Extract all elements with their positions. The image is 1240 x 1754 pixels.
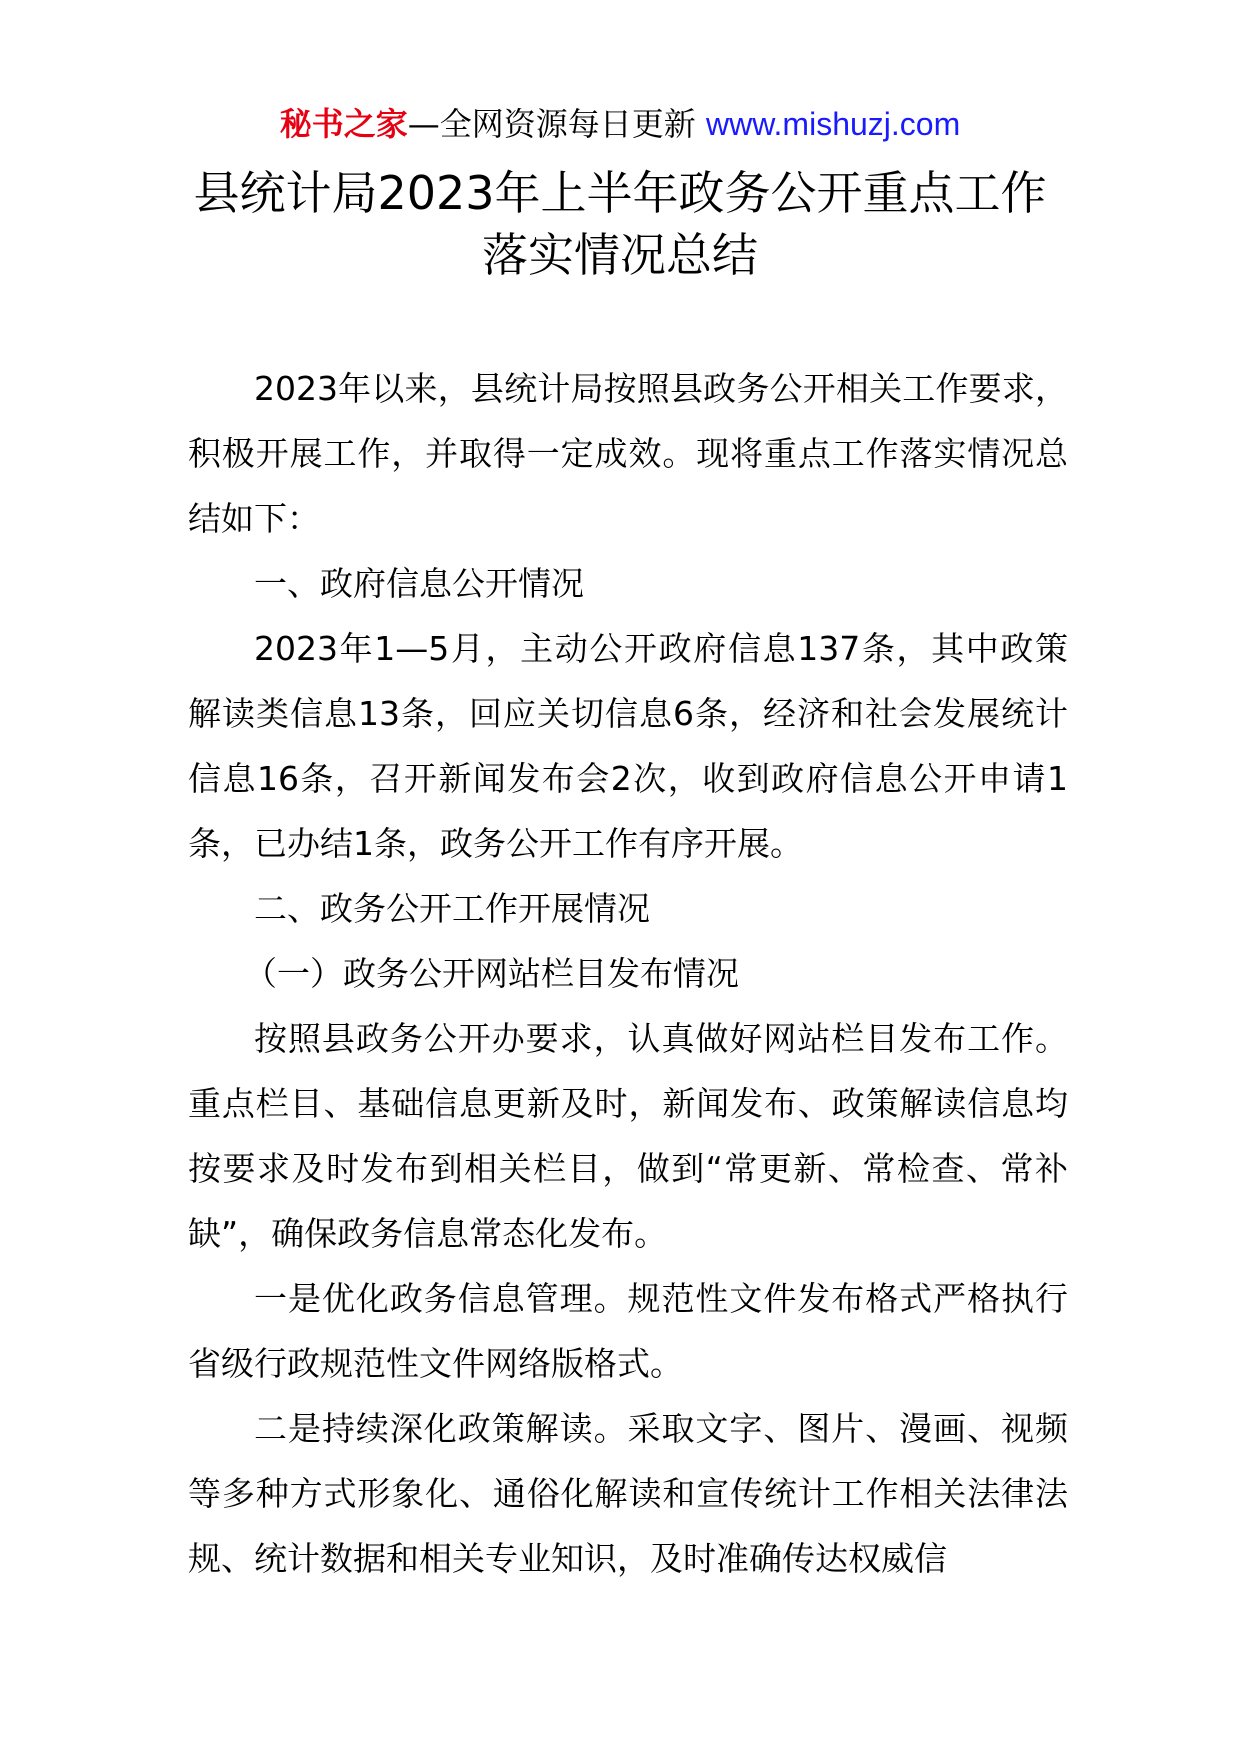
- title-line-1: 县统计局2023年上半年政务公开重点工作: [193, 166, 1047, 220]
- subsection-heading-1: （一）政务公开网站栏目发布情况: [244, 954, 739, 993]
- site-banner: [0, 100, 1240, 148]
- section-1-paragraph: 2023年1—5月，主动公开政府信息137条，其中政策解读类信息13条，回应关切信息6条，经济和社会发展统计信息16条，召开新闻发布会2次，收到政府信息公开申请1条，已办结1条，政务公开工作有序开展。: [188, 629, 1068, 863]
- title-line-2: 落实情况总结: [482, 228, 758, 282]
- document-body: [188, 356, 1068, 1591]
- banner-brand: 秘书之家: [279, 105, 408, 143]
- section-heading-1: 一、政府信息公开情况: [254, 564, 584, 603]
- intro-paragraph: 2023年以来，县统计局按照县政务公开相关工作要求，积极开展工作，并取得一定成效。现将重点工作落实情况总结如下：: [188, 369, 1068, 538]
- document-title: [140, 162, 1100, 286]
- subsection-1-paragraph: 按照县政务公开办要求，认真做好网站栏目发布工作。重点栏目、基础信息更新及时，新闻发布、政策解读信息均按要求及时发布到相关栏目，做到“常更新、常检查、常补缺”，确保政务信息常态化发布。: [188, 1019, 1068, 1253]
- banner-slogan: —全网资源每日更新: [407, 105, 706, 143]
- banner-url-link[interactable]: www.mishuzj.com: [705, 106, 961, 142]
- section-heading-2: 二、政务公开工作开展情况: [254, 889, 650, 928]
- point-2-paragraph: 二是持续深化政策解读。采取文字、图片、漫画、视频等多种方式形象化、通俗化解读和宣传统计工作相关法律法规、统计数据和相关专业知识，及时准确传达权威信: [188, 1409, 1068, 1578]
- point-1-paragraph: 一是优化政务信息管理。规范性文件发布格式严格执行省级行政规范性文件网络版格式。: [188, 1279, 1068, 1383]
